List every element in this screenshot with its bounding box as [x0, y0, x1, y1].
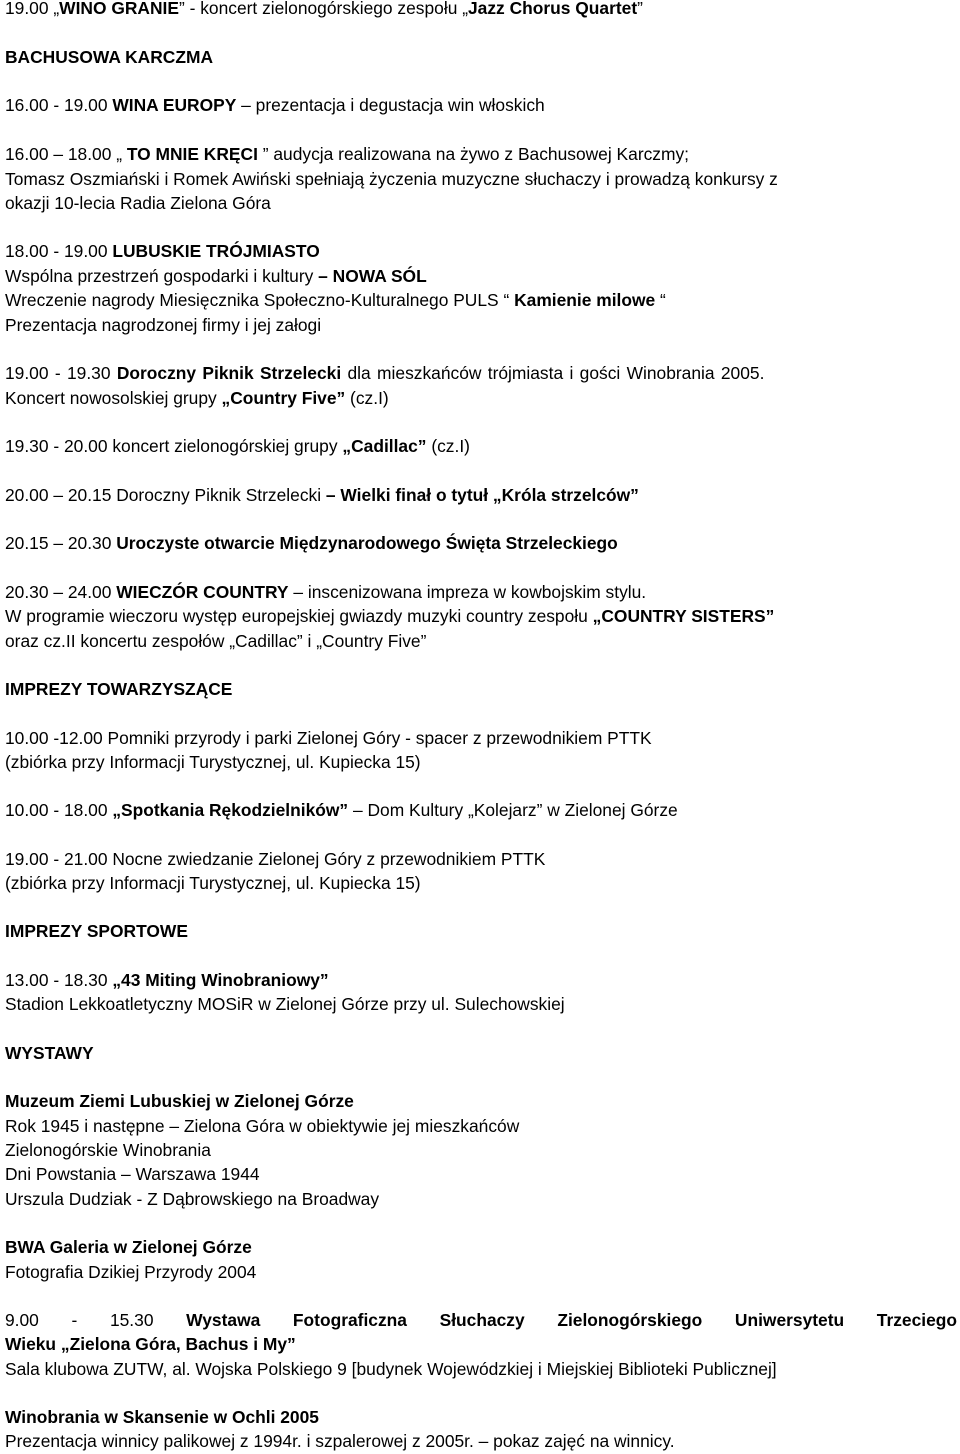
event-spotkania-rekodzielnikow	[5, 798, 678, 822]
event-country-sisters-desc: oraz cz.II koncertu zespołów „Cadillac” i „Country Five”	[5, 631, 427, 651]
event-miting-winobraniowy	[5, 968, 329, 992]
text-run: 19.00 - 19.30	[5, 363, 117, 383]
text-run: 9.00 - 15.30	[5, 1310, 187, 1330]
exhibition-rok-1945: Rok 1945 i następne – Zielona Góra w obiektywie jej mieszkańców	[5, 1116, 520, 1136]
text-run: – prezentacja i degustacja win włoskich	[236, 95, 545, 115]
text-run: 20.30 – 24.00	[5, 582, 117, 602]
bold-text-run: „Spotkania Rękodzielników”	[112, 800, 349, 820]
event-wielki-final	[5, 483, 639, 507]
event-piknik-strzelecki	[5, 361, 764, 385]
text-run: 16.00 - 19.00	[5, 95, 113, 115]
section-heading-wystawy: WYSTAWY	[5, 1043, 94, 1063]
event-lubuskie-trojmiasto	[5, 239, 320, 263]
bold-text-run: LUBUSKIE TRÓJMIASTO	[112, 241, 320, 261]
text-run: Koncert nowosolskiej grupy	[5, 388, 222, 408]
exhibition-skansen-desc: Prezentacja winnicy palikowej z 1994r. i szpalerowej z 2005r. – pokaz zajęć na winnicy.	[5, 1431, 675, 1451]
event-cadillac	[5, 434, 470, 458]
exhibition-zutw	[5, 1308, 957, 1332]
text-run: 18.00 - 19.00	[5, 241, 113, 261]
event-to-mnie-kreci	[5, 142, 689, 166]
text-run: 20.15 – 20.30	[5, 533, 117, 553]
event-puls-award	[5, 288, 666, 312]
event-uroczyste-otwarcie	[5, 531, 618, 555]
section-heading-bachusowa-karczma: BACHUSOWA KARCZMA	[5, 47, 214, 67]
venue-bwa: BWA Galeria w Zielonej Górze	[5, 1237, 252, 1257]
bold-text-run: – Wielki finał o tytuł „Króla strzelców”	[325, 485, 639, 505]
exhibition-winobrania: Zielonogórskie Winobrania	[5, 1140, 211, 1160]
bold-text-run: WINA EUROPY	[112, 95, 237, 115]
text-run: ” audycja realizowana na żywo z Bachusowej Karczmy;	[257, 144, 690, 164]
text-run: cz.I)	[355, 388, 389, 408]
text-run: (cz.I)	[426, 436, 470, 456]
section-heading-imprezy-towarzyszace: IMPREZY TOWARZYSZĄCE	[5, 679, 233, 699]
event-wina-europy	[5, 93, 545, 117]
exhibition-urszula-dudziak: Urszula Dudziak - Z Dąbrowskiego na Broadway	[5, 1189, 380, 1209]
exhibition-zutw-title: Wieku „Zielona Góra, Bachus i My”	[5, 1334, 296, 1354]
bold-text-run: TO MNIE KRĘCI	[126, 144, 258, 164]
bold-text-run: WINO GRANIE	[59, 0, 179, 18]
event-to-mnie-kreci-desc-2: okazji 10-lecia Radia Zielona Góra	[5, 193, 271, 213]
text-run: 19.30 - 20.00 koncert zielonogórskiej grupy	[5, 436, 343, 456]
text-run: Wspólna przestrzeń gospodarki i kultury	[5, 266, 319, 286]
text-run: 10.00 - 18.00	[5, 800, 113, 820]
section-heading-imprezy-sportowe: IMPREZY SPORTOWE	[5, 921, 188, 941]
venue-muzeum: Muzeum Ziemi Lubuskiej w Zielonej Górze	[5, 1091, 354, 1111]
bold-text-run: – NOWA SÓL	[318, 266, 427, 286]
bold-text-run: Kamienie milowe	[514, 290, 656, 310]
bold-text-run: Doroczny Piknik Strzelecki	[116, 363, 342, 383]
event-nowa-sol	[5, 264, 427, 288]
text-run: (	[345, 388, 356, 408]
exhibition-dni-powstania: Dni Powstania – Warszawa 1944	[5, 1164, 260, 1184]
event-nocne-zwiedzanie: 19.00 - 21.00 Nocne zwiedzanie Zielonej Góry z przewodnikiem PTTK	[5, 849, 546, 869]
bold-text-run: Jazz Chorus Quartet	[468, 0, 638, 18]
text-run: 16.00 – 18.00 „	[5, 144, 127, 164]
event-pomniki-przyrody-desc: (zbiórka przy Informacji Turystycznej, ul. Kupiecka 15)	[5, 752, 421, 772]
text-run: dla mieszkańców trójmiasta i gości Winobrania 2005.	[341, 363, 765, 383]
bold-text-run: Uroczyste otwarcie Międzynarodowego Święta Strzeleckiego	[116, 533, 618, 553]
bold-text-run: „Cadillac”	[342, 436, 427, 456]
event-country-five	[5, 386, 389, 410]
event-country-sisters	[5, 604, 774, 628]
event-to-mnie-kreci-desc-1: Tomasz Oszmiański i Romek Awiński spełniają życzenia muzyczne słuchaczy i prowadzą konkursy z	[5, 169, 778, 189]
text-run: Wreczenie nagrody Miesięcznika Społeczno-Kulturalnego PULS “	[5, 290, 515, 310]
bold-text-run: WIECZÓR COUNTRY	[116, 582, 289, 602]
event-miting-winobraniowy-desc: Stadion Lekkoatletyczny MOSiR w Zielonej Górze przy ul. Sulechowskiej	[5, 994, 565, 1014]
exhibition-fotografia: Fotografia Dzikiej Przyrody 2004	[5, 1262, 257, 1282]
bold-text-run: „COUNTRY SISTERS”	[592, 606, 775, 626]
event-puls-award-desc: Prezentacja nagrodzonej firmy i jej załogi	[5, 315, 322, 335]
event-nocne-zwiedzanie-desc: (zbiórka przy Informacji Turystycznej, ul. Kupiecka 15)	[5, 873, 421, 893]
text-run: 19.00 „	[5, 0, 60, 18]
text-run: ” - koncert zielonogórskiego zespołu „	[178, 0, 468, 18]
bold-text-run: „Country Five”	[221, 388, 346, 408]
event-pomniki-przyrody: 10.00 -12.00 Pomniki przyrody i parki Zielonej Góry - spacer z przewodnikiem PTTK	[5, 728, 652, 748]
exhibition-zutw-venue: Sala klubowa ZUTW, al. Wojska Polskiego 9 [budynek Wojewódzkiej i Miejskiej Biblioteki Publicznej]	[5, 1359, 777, 1379]
bold-text-run: „43 Miting Winobraniowy”	[112, 970, 329, 990]
text-run: – Dom Kultury „Kolejarz” w Zielonej Górze	[348, 800, 678, 820]
event-wieczor-country	[5, 580, 646, 604]
event-wino-granie	[5, 0, 643, 20]
text-run: ”	[637, 0, 643, 18]
text-run: “	[655, 290, 666, 310]
text-run: 13.00 - 18.30	[5, 970, 113, 990]
venue-skansen: Winobrania w Skansenie w Ochli 2005	[5, 1407, 319, 1427]
bold-text-run: Wystawa Fotograficzna Słuchaczy Zielonogórskiego Uniwersytetu Trzeciego	[186, 1310, 958, 1330]
text-run: 20.00 – 20.15 Doroczny Piknik Strzelecki	[5, 485, 326, 505]
text-run: W programie wieczoru występ europejskiej gwiazdy muzyki country zespołu	[5, 606, 593, 626]
text-run: – inscenizowana impreza w kowbojskim stylu.	[288, 582, 647, 602]
